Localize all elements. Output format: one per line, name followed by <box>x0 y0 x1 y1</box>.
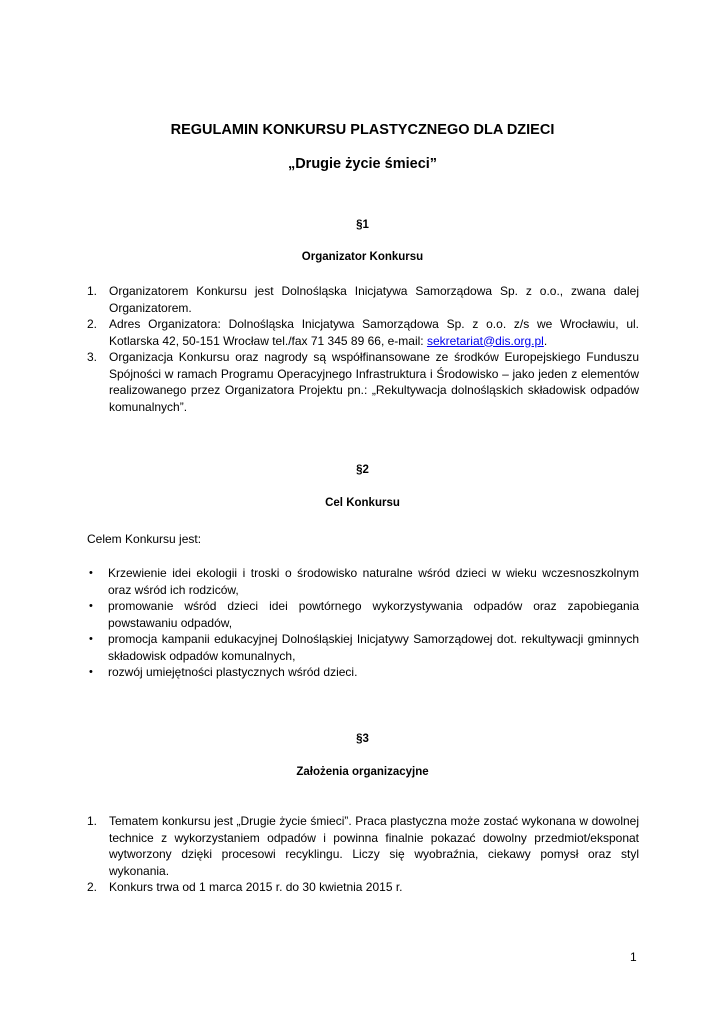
list-number: 2. <box>87 317 98 331</box>
section-3-number: §3 <box>356 733 369 745</box>
list-number: 1. <box>87 814 98 828</box>
list-text: Tematem konkursu jest „Drugie życie śmieci”. Praca plastyczna może zostać wykonana w dowolnej technice z wykorzystaniem odpadów i powinna finalnie pokazać dowolny przedmiot/eksponat wytworzony dzięki procesowi recyklingu. Liczy się wyobraźnia, ciekawy pomysł oraz styl wykonania. <box>109 814 639 878</box>
bullet-icon: • <box>89 600 93 612</box>
section-2-intro: Celem Konkursu jest: <box>87 532 202 546</box>
list-number: 2. <box>87 880 98 894</box>
list-text: Adres Organizatora: Dolnośląska Inicjatywa Samorządowa Sp. z o.o. z/s we Wrocławiu, ul. Kotlarska 42, 50-151 Wrocław tel./fax 71 345 89 66, e-mail: <box>109 317 639 348</box>
section-1-number: §1 <box>356 219 369 231</box>
bullet-text: Krzewienie idei ekologii i troski o środowisko naturalne wśród dzieci w wieku wczesnoszkolnym oraz wśród ich rodziców, <box>108 566 639 597</box>
section-2-heading: Cel Konkursu <box>325 497 400 509</box>
page-number: 1 <box>630 950 637 964</box>
section-3-list <box>87 813 639 896</box>
list-text: Organizatorem Konkursu jest Dolnośląska Inicjatywa Samorządowa Sp. z o.o., zwana dalej Organizatorem. <box>109 284 639 315</box>
section-2-bullets <box>87 565 639 681</box>
list-number: 1. <box>87 284 98 298</box>
bullet-item <box>87 664 639 681</box>
list-text: Konkurs trwa od 1 marca 2015 r. do 30 kwietnia 2015 r. <box>109 880 403 894</box>
bullet-item <box>87 565 639 598</box>
document-subtitle: „Drugie życie śmieci” <box>287 156 438 172</box>
list-item <box>87 316 639 349</box>
email-link[interactable]: sekretariat@dis.org.pl <box>426 333 544 348</box>
bullet-icon: • <box>89 633 93 645</box>
list-item <box>87 283 639 316</box>
list-item <box>87 813 639 879</box>
bullet-icon: • <box>89 567 93 579</box>
list-number: 3. <box>87 350 98 364</box>
list-text-end: . <box>543 333 548 348</box>
bullet-icon: • <box>89 666 93 678</box>
bullet-text: promowanie wśród dzieci idei powtórnego wykorzystywania odpadów oraz zapobiegania powstawaniu odpadów, <box>108 599 639 630</box>
bullet-item <box>87 631 639 664</box>
bullet-item <box>87 598 639 631</box>
bullet-text: rozwój umiejętności plastycznych wśród dzieci. <box>108 665 358 679</box>
document-title: REGULAMIN KONKURSU PLASTYCZNEGO DLA DZIECI <box>170 122 555 138</box>
section-1-list <box>87 283 639 415</box>
list-text: Organizacja Konkursu oraz nagrody są współfinansowane ze środków Europejskiego Funduszu Spójności w ramach Programu Operacyjnego Infrastruktura i Środowisko – jako jeden z elementów realizowanego przez Organizatora Projektu pn.: „Rekultywacja dolnośląskich składowisk odpadów komunalnych”. <box>109 350 639 414</box>
section-1-heading: Organizator Konkursu <box>301 251 424 263</box>
section-3-heading: Założenia organizacyjne <box>296 766 429 778</box>
section-2-number: §2 <box>356 464 369 476</box>
bullet-text: promocja kampanii edukacyjnej Dolnośląskiej Inicjatywy Samorządowej dot. rekultywacji gminnych składowisk odpadów komunalnych, <box>108 632 639 663</box>
list-item <box>87 879 639 896</box>
list-item <box>87 349 639 415</box>
